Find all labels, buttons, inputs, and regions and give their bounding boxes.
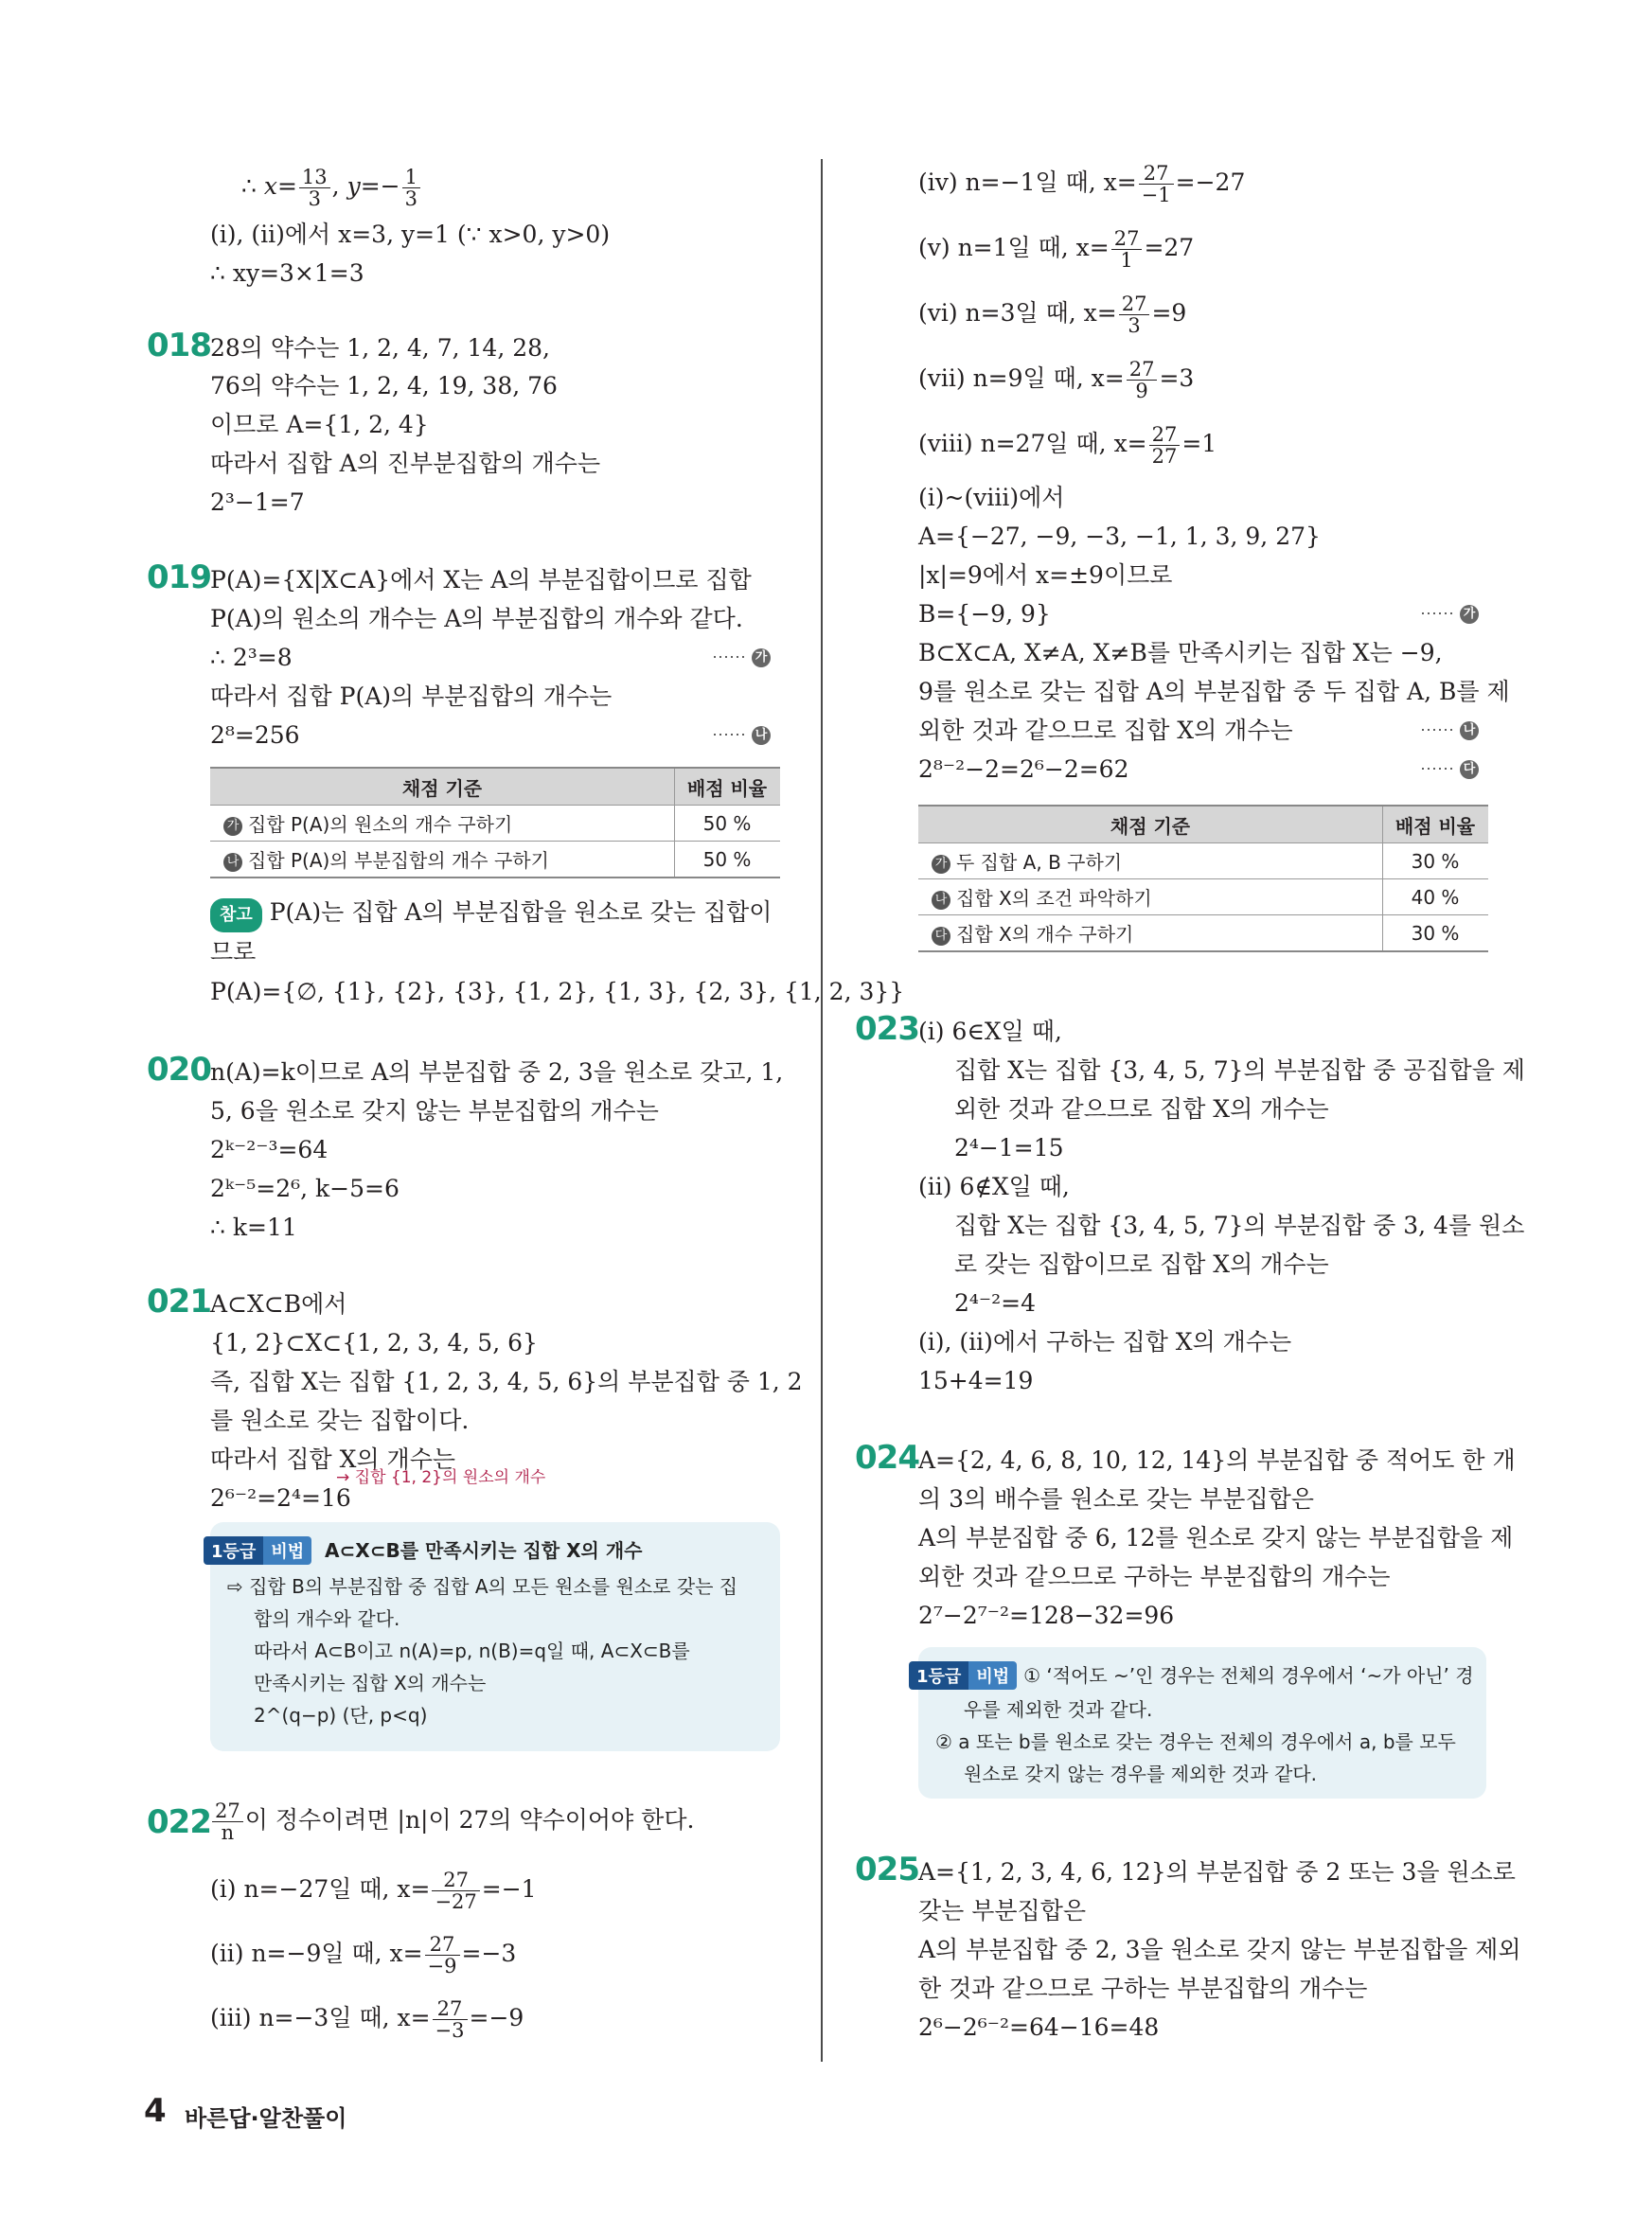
tip-line: 합의 개수와 같다. [254, 1607, 400, 1630]
text-line: 28의 약수는 1, 2, 4, 7, 14, 28, [210, 334, 550, 362]
text-line: P(A)={X|X⊂A}에서 X는 A의 부분집합이므로 집합 [210, 566, 752, 594]
case-line: (ⅳ) n=−1일 때, x= $\frac{27}{-1}$ =−27 [918, 162, 1246, 206]
score-marker: ⋯⋯ 가 [712, 647, 771, 667]
table-header: 채점 기준 [210, 768, 675, 806]
text-line: ∴ 2³=8 [210, 644, 293, 671]
table-header: 배점 비율 [1383, 806, 1489, 843]
text-line: 한 것과 같으므로 구하는 부분집합의 개수는 [918, 1975, 1368, 2002]
text-line: (ⅰ)~(ⅷ)에서 [918, 484, 1065, 511]
text-line: 15+4=19 [918, 1367, 1034, 1394]
intro-line-2: (ⅰ), (ⅱ)에서 x=3, y=1 (∵ x>0, y>0) [210, 221, 611, 248]
text-line: 따라서 집합 A의 진부분집합의 개수는 [210, 450, 601, 477]
text-line: n(A)=k이므로 A의 부분집합 중 2, 3을 원소로 갖고, 1, [210, 1058, 784, 1086]
intro-line-1: ∴ x= $\frac{13}{3}$ , y=− $\frac{1}{3}$ [241, 167, 422, 209]
intro-line-3: ∴ xy=3×1=3 [210, 259, 364, 287]
tip-line: ② a 또는 b를 원소로 갖는 경우는 전체의 경우에서 a, b를 모두 [935, 1730, 1456, 1753]
tip-line: 우를 제외한 것과 같다. [964, 1698, 1153, 1721]
text-line: 2⁴⁻²=4 [954, 1289, 1036, 1317]
annotation: → 집합 {1, 2}의 원소의 개수 [336, 1468, 546, 1487]
text-line: (ⅰ), (ⅱ)에서 구하는 집합 X의 개수는 [918, 1328, 1292, 1356]
text-line: 외한 것과 같으므로 집합 X의 개수는 [954, 1095, 1329, 1123]
text-line: B={−9, 9} [918, 600, 1051, 628]
text-line: 2⁶−2⁶⁻²=64−16=48 [918, 2013, 1160, 2041]
text-line: 로 갖는 집합이므로 집합 X의 개수는 [954, 1250, 1329, 1278]
text-line: A={2, 4, 6, 8, 10, 12, 14}의 부분집합 중 적어도 한 개 [918, 1446, 1516, 1474]
tip-line: 원소로 갖지 않는 경우를 제외한 것과 같다. [964, 1763, 1317, 1785]
text-line: 의 3의 배수를 원소로 갖는 부분집합은 [918, 1485, 1314, 1513]
text-line: A⊂X⊂B에서 [210, 1290, 347, 1318]
case-line: (ⅷ) n=27일 때, x= $\frac{27}{27}$ =1 [918, 423, 1217, 468]
note-line: 므로 [210, 938, 257, 966]
table-row: 다 집합 X의 개수 구하기 30 % [918, 915, 1488, 952]
text-line: 2⁴−1=15 [954, 1134, 1064, 1161]
case-line: (ⅵ) n=3일 때, x= $\frac{27}{3}$ =9 [918, 293, 1187, 337]
text-line: 집합 X는 집합 {3, 4, 5, 7}의 부분집합 중 3, 4를 원소 [954, 1212, 1525, 1239]
text-line: B⊂X⊂A, X≠A, X≠B를 만족시키는 집합 X는 −9, [918, 639, 1443, 666]
text-line: 외한 것과 같으므로 구하는 부분집합의 개수는 [918, 1563, 1391, 1590]
text-line: $\frac{27}{n}$ 이 정수이려면 |n|이 27의 약수이어야 한다. [210, 1800, 694, 1843]
note-line: P(A)={∅, {1}, {2}, {3}, {1, 2}, {1, 3}, {2, 3}, {1, 2, 3}} [210, 978, 905, 1005]
score-marker: ⋯⋯ 가 [1420, 604, 1479, 624]
text-line: ∴ k=11 [210, 1214, 297, 1241]
tip-line: 2^(q−p) (단, p<q) [254, 1704, 428, 1727]
problem-number: 018 [147, 327, 211, 364]
text-line: 갖는 부분집합은 [918, 1897, 1086, 1924]
text-line: 즉, 집합 X는 집합 {1, 2, 3, 4, 5, 6}의 부분집합 중 1, 2 [210, 1368, 803, 1395]
table-row: 나 집합 P(A)의 부분집합의 개수 구하기 50 % [210, 842, 780, 878]
text-line: 2⁸⁻²−2=2⁶−2=62 [918, 755, 1129, 783]
tip-title: 1등급 비법 A⊂X⊂B를 만족시키는 집합 X의 개수 [204, 1535, 642, 1565]
problem-number: 019 [147, 558, 211, 596]
tip-line: ⇨ 집합 B의 부분집합 중 집합 A의 모든 원소를 원소로 갖는 집 [227, 1575, 738, 1598]
text-line: 외한 것과 같으므로 집합 X의 개수는 [918, 717, 1293, 744]
problem-number: 024 [855, 1439, 919, 1477]
text-line: 이므로 A={1, 2, 4} [210, 411, 429, 438]
text-line: 9를 원소로 갖는 집합 A의 부분집합 중 두 집합 A, B를 제 [918, 678, 1510, 705]
tip-title: 1등급 비법 ① ‘적어도 ~’인 경우는 전체의 경우에서 ‘~가 아닌’ 경 [909, 1660, 1474, 1690]
page-number: 4 [144, 2092, 167, 2130]
text-line: 2³−1=7 [210, 488, 305, 516]
case-line: (ⅲ) n=−3일 때, x= $\frac{27}{-3}$ =−9 [210, 1997, 524, 2042]
column-divider [821, 159, 823, 2062]
case-line: (ⅴ) n=1일 때, x= $\frac{27}{1}$ =27 [918, 227, 1195, 272]
tip-line: 만족시키는 집합 X의 개수는 [254, 1672, 487, 1694]
case-line: (ⅰ) n=−27일 때, x= $\frac{27}{-27}$ =−1 [210, 1869, 537, 1913]
problem-number: 022 [147, 1803, 211, 1841]
score-marker: ⋯⋯ 나 [712, 725, 771, 745]
text-line: 2ᵏ⁻²⁻³=64 [210, 1136, 329, 1163]
text-line: P(A)의 원소의 개수는 A의 부분집합의 개수와 같다. [210, 605, 743, 632]
problem-number: 023 [855, 1010, 919, 1048]
text-line: 76의 약수는 1, 2, 4, 19, 38, 76 [210, 372, 558, 399]
case-line: (ⅱ) n=−9일 때, x= $\frac{27}{-9}$ =−3 [210, 1933, 517, 1977]
score-marker: ⋯⋯ 다 [1420, 759, 1479, 779]
table-row: 가 두 집합 A, B 구하기 30 % [918, 843, 1488, 879]
score-marker: ⋯⋯ 나 [1420, 720, 1479, 740]
text-line: |x|=9에서 x=±9이므로 [918, 561, 1173, 589]
table-header: 배점 비율 [675, 768, 781, 806]
table-row: 가 집합 P(A)의 원소의 개수 구하기 50 % [210, 806, 780, 842]
text-line: 2ᵏ⁻⁵=2⁶, k−5=6 [210, 1175, 400, 1202]
text-line: A={1, 2, 3, 4, 6, 12}의 부분집합 중 2 또는 3을 원소로 [918, 1858, 1516, 1886]
text-line: A의 부분집합 중 2, 3을 원소로 갖지 않는 부분집합을 제외 [918, 1936, 1521, 1963]
text-line: 2⁶⁻²=2⁴=16 [210, 1484, 351, 1512]
note-line: 참고 P(A)는 집합 A의 부분집합을 원소로 갖는 집합이 [210, 897, 772, 932]
problem-number: 025 [855, 1851, 919, 1888]
text-line: {1, 2}⊂X⊂{1, 2, 3, 4, 5, 6} [210, 1329, 538, 1356]
scoring-table [918, 805, 1488, 952]
text-line: 5, 6을 원소로 갖지 않는 부분집합의 개수는 [210, 1097, 659, 1125]
book-title: 바른답·알찬풀이 [185, 2105, 347, 2132]
text-line: A의 부분집합 중 6, 12를 원소로 갖지 않는 부분집합을 제 [918, 1524, 1514, 1551]
text-line: 집합 X는 집합 {3, 4, 5, 7}의 부분집합 중 공집합을 제 [954, 1056, 1525, 1084]
case-line: (ⅶ) n=9일 때, x= $\frac{27}{9}$ =3 [918, 358, 1195, 402]
text-line: A={−27, −9, −3, −1, 1, 3, 9, 27} [918, 523, 1321, 550]
text-line: 를 원소로 갖는 집합이다. [210, 1407, 470, 1434]
tip-line: 따라서 A⊂B이고 n(A)=p, n(B)=q일 때, A⊂X⊂B를 [254, 1640, 690, 1662]
text-line: 따라서 집합 X의 개수는 [210, 1445, 455, 1473]
text-line: (ⅱ) 6∉X일 때, [918, 1173, 1070, 1200]
table-row: 나 집합 X의 조건 파악하기 40 % [918, 879, 1488, 915]
text-line: 따라서 집합 P(A)의 부분집합의 개수는 [210, 683, 613, 710]
table-header: 채점 기준 [918, 806, 1383, 843]
text-line: 2⁷−2⁷⁻²=128−32=96 [918, 1602, 1175, 1629]
text-line: 2⁸=256 [210, 721, 300, 749]
text-line: (ⅰ) 6∈X일 때, [918, 1018, 1062, 1045]
scoring-table [210, 767, 780, 878]
note-badge: 참고 [210, 898, 262, 932]
problem-number: 021 [147, 1283, 211, 1321]
problem-number: 020 [147, 1051, 211, 1089]
